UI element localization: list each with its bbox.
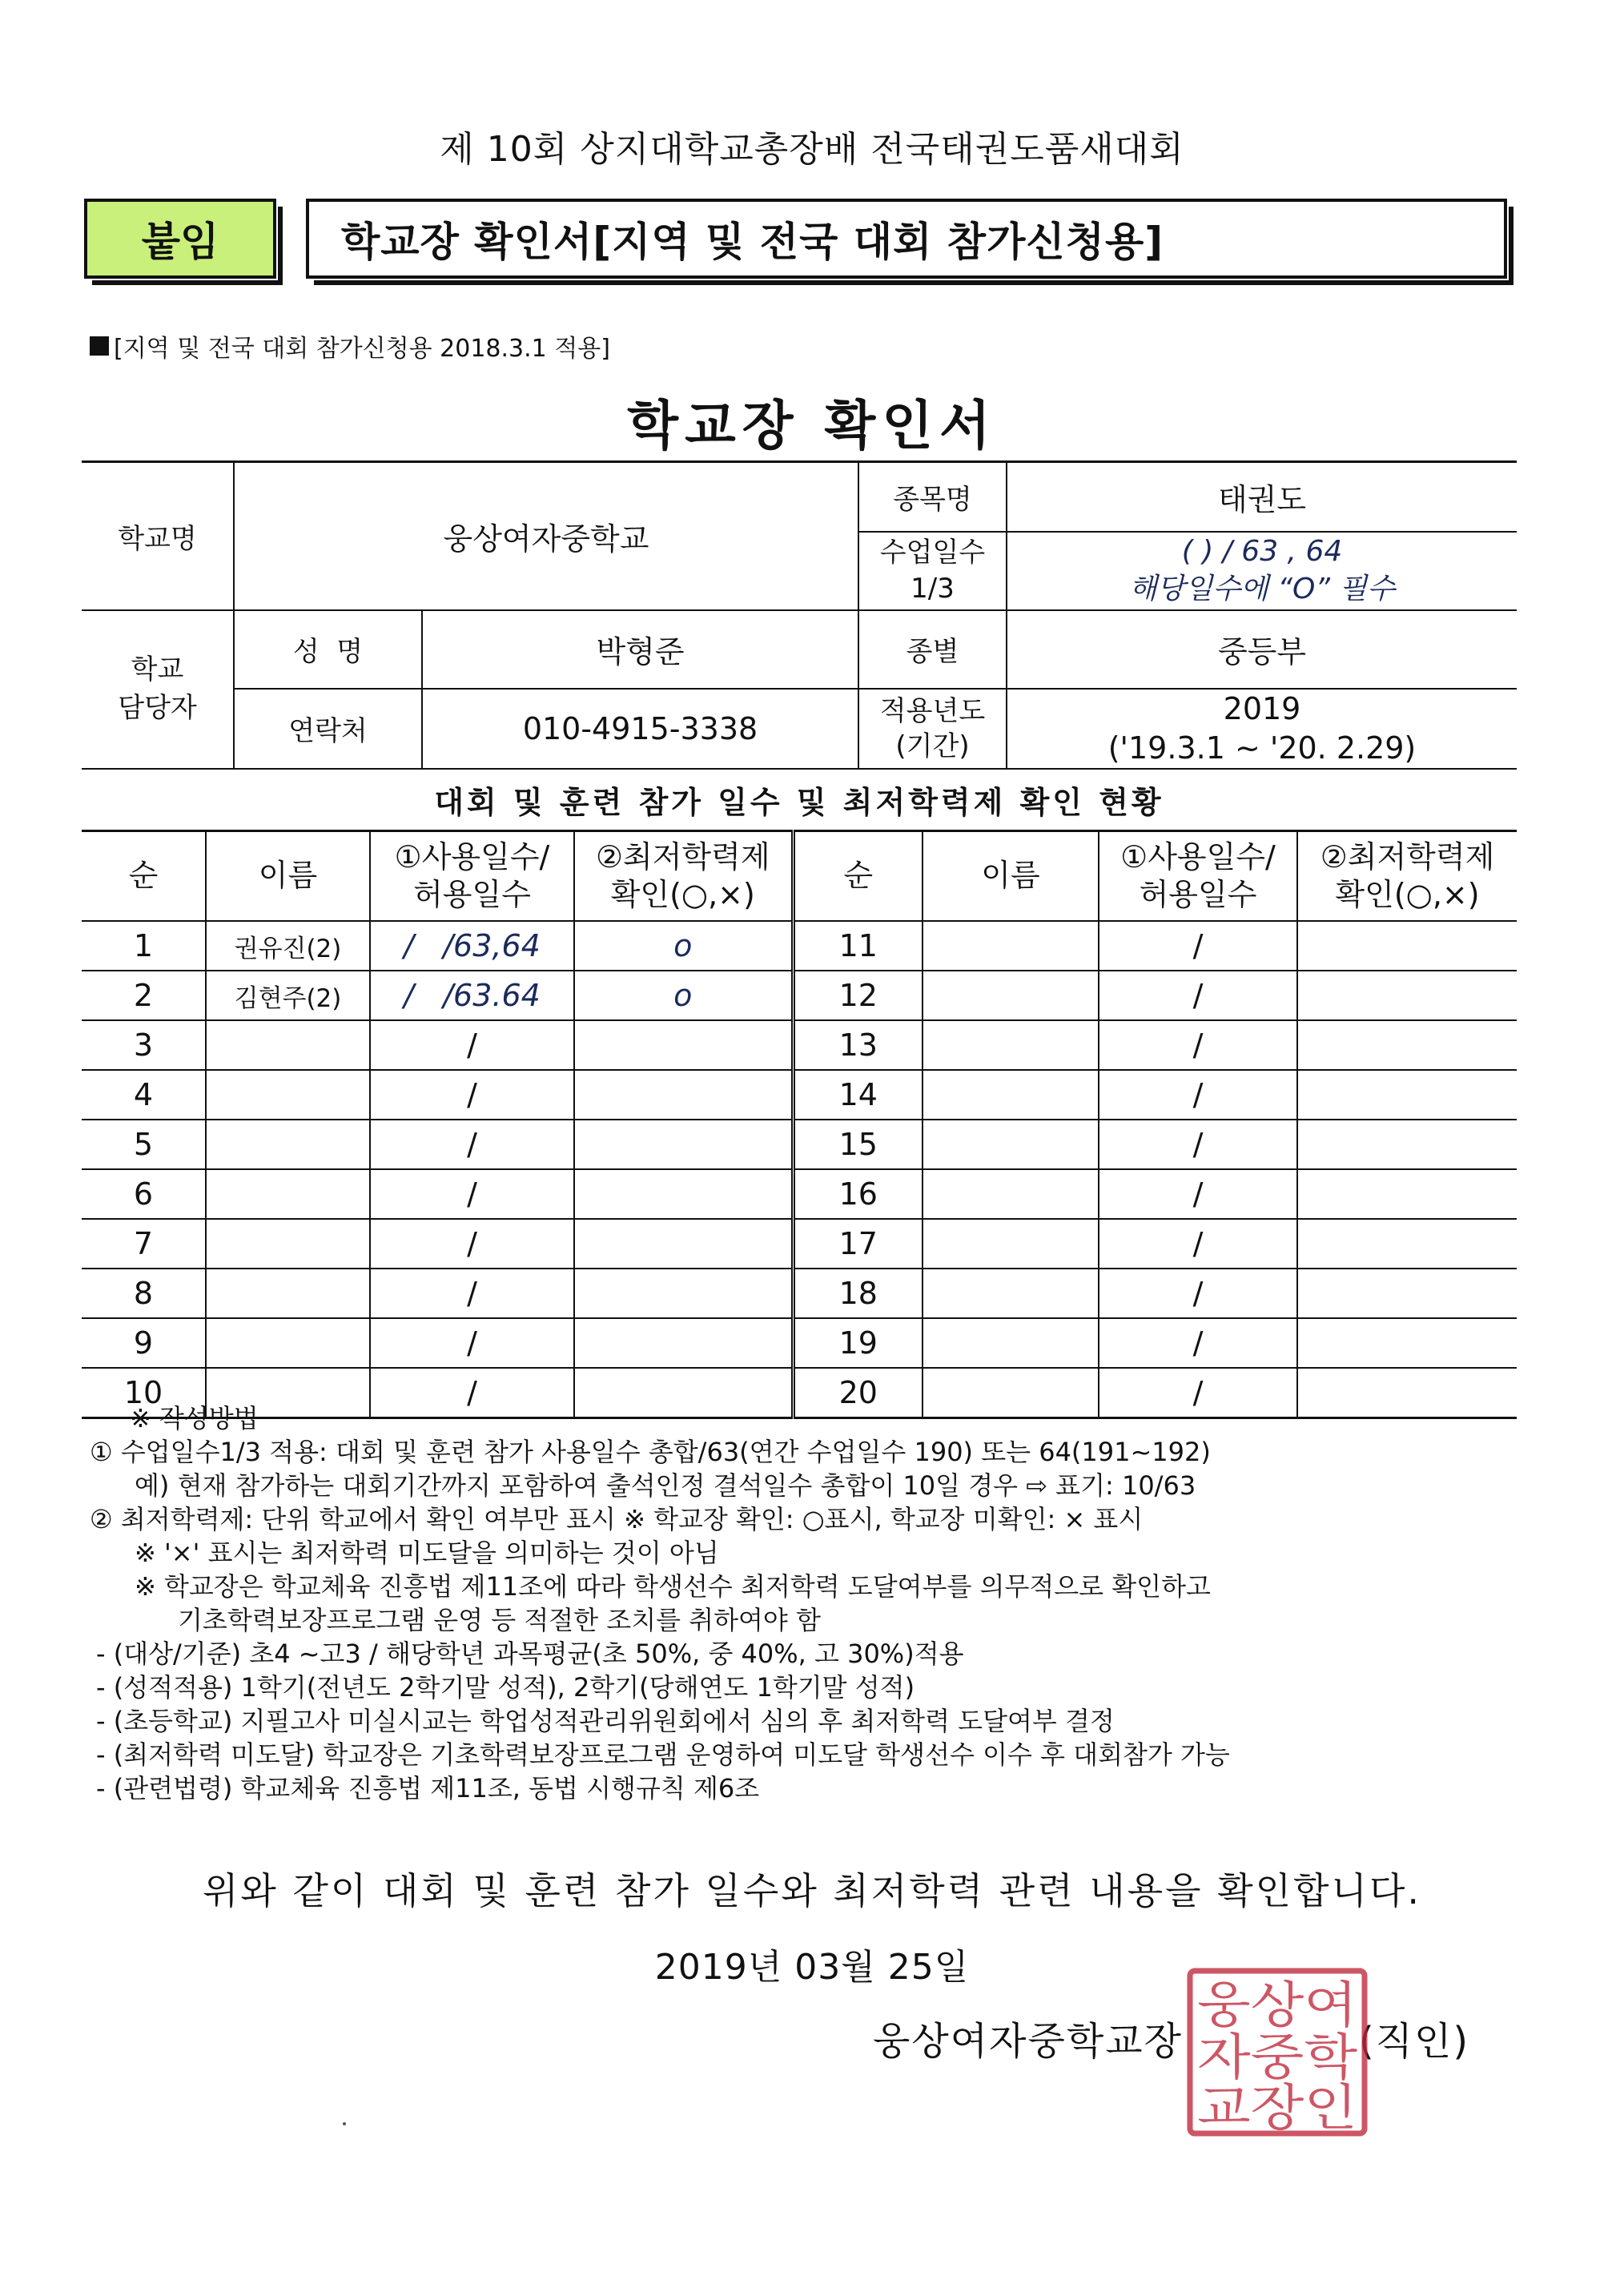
row-used: /	[1099, 1318, 1297, 1368]
square-bullet-icon	[90, 336, 109, 356]
table-row	[82, 1219, 1517, 1269]
signer-name: 웅상여자중학교장	[873, 2019, 1183, 2064]
seal-row-1: 웅상여	[1197, 1976, 1357, 2034]
row-no: 16	[793, 1169, 923, 1219]
class-days-value-line: ( ) / 63 , 64	[1181, 534, 1343, 568]
row-min	[574, 1070, 793, 1120]
row-no: 4	[82, 1070, 206, 1120]
contact-value: 010-4915-3338	[422, 689, 858, 770]
row-no: 18	[793, 1269, 923, 1318]
staff-label-line1: 학교	[131, 653, 184, 686]
row-used: /	[1099, 1219, 1297, 1269]
row-name	[206, 1318, 370, 1368]
note-line: ※ '×' 표시는 최저학력 미도달을 의미하는 것이 아님	[135, 1538, 719, 1568]
note-line: - (초등학교) 지필고사 미실시교는 학업성적관리위원회에서 심의 후 최저학력 도달여부 결정	[96, 1706, 1115, 1736]
row-name	[923, 1219, 1099, 1269]
row-used: /	[370, 1070, 574, 1120]
row-used: /	[370, 1318, 574, 1368]
col-name-header: 이름	[206, 831, 370, 922]
row-used: /	[370, 1120, 574, 1169]
document-title: 학교장 확인서	[627, 395, 997, 456]
staff-label-line2: 담당자	[118, 691, 197, 724]
class-days-label-line1: 수업일수	[879, 537, 986, 569]
row-no: 19	[793, 1318, 923, 1368]
row-name: 권유진(2)	[206, 921, 370, 971]
col-used-header	[1099, 831, 1297, 922]
row-used: / /63.64	[370, 971, 574, 1020]
row-name	[923, 1070, 1099, 1120]
sport-label: 종목명	[858, 462, 1007, 532]
row-used: /	[370, 1169, 574, 1219]
note-line: 예) 현재 참가하는 대회기간까지 포함하여 출석인정 결석일수 총합이 10일 경우 ⇨ 표기: 10/63	[135, 1470, 1196, 1501]
sport-value: 태권도	[1007, 462, 1517, 532]
school-name-value: 웅상여자중학교	[234, 462, 858, 610]
row-used: /	[370, 1020, 574, 1070]
row-used: /	[1099, 1020, 1297, 1070]
status-title: 대회 및 훈련 참가 일수 및 최저학력제 확인 현황	[434, 784, 1164, 820]
table-row	[82, 1020, 1517, 1070]
note-line: ① 수업일수1/3 적용: 대회 및 훈련 참가 사용일수 총합/63(연간 수업일수 190) 또는 64(191~192)	[90, 1437, 1211, 1467]
note-line: - (관련법령) 학교체육 진흥법 제11조, 동법 시행규칙 제6조	[96, 1773, 760, 1803]
class-days-label-line2: 1/3	[910, 572, 955, 605]
class-days-label	[858, 532, 1007, 610]
row-no: 13	[793, 1020, 923, 1070]
note-line: ② 최저학력제: 단위 학교에서 확인 여부만 표시 ※ 학교장 확인: ○표시, 학교장 미확인: × 표시	[90, 1504, 1144, 1534]
year-value-line2: ('19.3.1 ~ '20. 2.29)	[1107, 730, 1417, 766]
row-used: / /63,64	[370, 921, 574, 971]
class-days-value	[1007, 532, 1517, 610]
table-row	[82, 1169, 1517, 1219]
col-used-header	[370, 831, 574, 922]
row-no: 9	[82, 1318, 206, 1368]
school-info-table	[82, 460, 1517, 770]
row-no: 5	[82, 1120, 206, 1169]
col-min-header-line1: ②최저학력제	[1320, 838, 1495, 875]
row-no: 17	[793, 1219, 923, 1269]
participation-status-table	[82, 830, 1517, 1419]
row-used: /	[370, 1219, 574, 1269]
row-min	[1297, 1020, 1517, 1070]
row-used: /	[1099, 1368, 1297, 1418]
col-no-header: 순	[793, 831, 923, 922]
table-row	[82, 1318, 1517, 1368]
col-used-header-line2: 허용일수	[413, 877, 531, 912]
contact-label: 연락처	[234, 689, 422, 770]
row-min	[1297, 1219, 1517, 1269]
row-used: /	[1099, 1070, 1297, 1120]
year-label	[858, 689, 1007, 770]
year-value-line1: 2019	[1223, 690, 1301, 726]
row-name	[923, 921, 1099, 971]
col-min-header-line2: 확인(○,×)	[1335, 877, 1480, 912]
row-min	[1297, 1070, 1517, 1120]
table-row	[82, 1269, 1517, 1318]
row-name	[206, 1219, 370, 1269]
row-min	[1297, 1169, 1517, 1219]
row-no: 10	[82, 1368, 206, 1418]
row-min: o	[574, 921, 793, 971]
form-title: 학교장 확인서[지역 및 전국 대회 참가신청용]	[306, 199, 1507, 279]
col-no-header: 순	[82, 831, 206, 922]
school-name-label: 학교명	[82, 462, 234, 610]
note-line: - (최저학력 미도달) 학교장은 기초학력보장프로그램 운영하여 미도달 학생선수 이수 후 대회참가 가능	[96, 1739, 1230, 1770]
row-used: /	[1099, 921, 1297, 971]
note-line: - (성적적용) 1학기(전년도 2학기말 성적), 2학기(당해연도 1학기말 성적)	[96, 1672, 915, 1703]
row-used: /	[370, 1368, 574, 1418]
row-used: /	[1099, 1120, 1297, 1169]
writing-instructions	[90, 1401, 1531, 1805]
row-name	[206, 1120, 370, 1169]
note-line: ※ 학교장은 학교체육 진흥법 제11조에 따라 학생선수 최저학력 도달여부를 의무적으로 확인하고	[135, 1571, 1211, 1602]
row-name	[923, 1269, 1099, 1318]
row-min	[574, 1120, 793, 1169]
table-row	[82, 1070, 1517, 1120]
row-name	[206, 1169, 370, 1219]
row-name	[206, 1070, 370, 1120]
table-row	[82, 971, 1517, 1020]
scan-speck	[343, 2122, 346, 2125]
row-name	[923, 1318, 1099, 1368]
seal-row-3: 교장인	[1197, 2078, 1357, 2137]
document-date: 2019년 03월 25일	[654, 1947, 970, 1988]
row-min	[1297, 1269, 1517, 1318]
row-no: 15	[793, 1120, 923, 1169]
seal-characters	[1197, 1976, 1357, 2137]
notes-heading: ※ 작성방법	[130, 1403, 259, 1434]
row-no: 14	[793, 1070, 923, 1120]
row-no: 1	[82, 921, 206, 971]
row-used: /	[370, 1269, 574, 1318]
col-used-header-line2: 허용일수	[1139, 877, 1257, 912]
staff-name-label: 성 명	[234, 610, 422, 689]
row-name	[923, 1120, 1099, 1169]
year-label-line2: (기간)	[895, 730, 970, 762]
row-no: 12	[793, 971, 923, 1020]
table-row	[82, 1120, 1517, 1169]
col-used-header-line1: ①사용일수/	[1120, 838, 1276, 875]
col-name-header: 이름	[923, 831, 1099, 922]
row-no: 8	[82, 1269, 206, 1318]
row-no: 3	[82, 1020, 206, 1070]
row-min	[1297, 921, 1517, 971]
row-min	[574, 1269, 793, 1318]
attachment-badge: 붙임	[84, 199, 276, 279]
row-name	[923, 1020, 1099, 1070]
row-min: o	[574, 971, 793, 1020]
row-no: 7	[82, 1219, 206, 1269]
row-used: /	[1099, 1269, 1297, 1318]
class-days-note: 해당일수에 “O” 필수	[1129, 572, 1395, 605]
division-value: 중등부	[1007, 610, 1517, 689]
row-used: /	[1099, 1169, 1297, 1219]
row-no: 11	[793, 921, 923, 971]
row-min	[1297, 971, 1517, 1020]
division-label: 종별	[858, 610, 1007, 689]
seal-label: (직인)	[1358, 2019, 1470, 2064]
row-name	[206, 1020, 370, 1070]
staff-name-value: 박형준	[422, 610, 858, 689]
table-row	[82, 921, 1517, 971]
row-name	[923, 1169, 1099, 1219]
official-seal-stamp	[1185, 1966, 1369, 2138]
col-used-header-line1: ①사용일수/	[394, 838, 550, 875]
row-name	[923, 971, 1099, 1020]
row-min	[1297, 1318, 1517, 1368]
col-min-header-line1: ②최저학력제	[595, 838, 770, 875]
row-no: 6	[82, 1169, 206, 1219]
apply-note-text: [지역 및 전국 대회 참가신청용 2018.3.1 적용]	[114, 335, 610, 363]
row-used: /	[1099, 971, 1297, 1020]
row-name: 김현주(2)	[206, 971, 370, 1020]
apply-note	[90, 328, 610, 364]
seal-row-2: 자중학	[1197, 2028, 1358, 2086]
event-title: 제 10회 상지대학교총장배 전국태권도품새대회	[440, 129, 1184, 170]
row-min	[574, 1318, 793, 1368]
row-min	[1297, 1120, 1517, 1169]
signer-line	[873, 2010, 1469, 2065]
year-label-line1: 적용년도	[879, 694, 986, 727]
row-no: 2	[82, 971, 206, 1020]
note-line: 기초학력보장프로그램 운영 등 적절한 조치를 취하여야 함	[178, 1605, 821, 1635]
staff-label	[82, 610, 234, 770]
col-min-header-line2: 확인(○,×)	[610, 877, 755, 912]
year-value	[1007, 689, 1517, 770]
row-min	[574, 1169, 793, 1219]
confirmation-statement: 위와 같이 대회 및 훈련 참가 일수와 최저학력 관련 내용을 확인합니다.	[202, 1869, 1422, 1912]
note-line: - (대상/기준) 초4 ~고3 / 해당학년 과목평균(초 50%, 중 40%, 고 30%)적용	[96, 1639, 964, 1669]
row-min	[574, 1219, 793, 1269]
col-min-header	[1297, 831, 1517, 922]
row-name	[206, 1269, 370, 1318]
col-min-header	[574, 831, 793, 922]
row-no: 20	[793, 1368, 923, 1418]
row-min	[574, 1020, 793, 1070]
